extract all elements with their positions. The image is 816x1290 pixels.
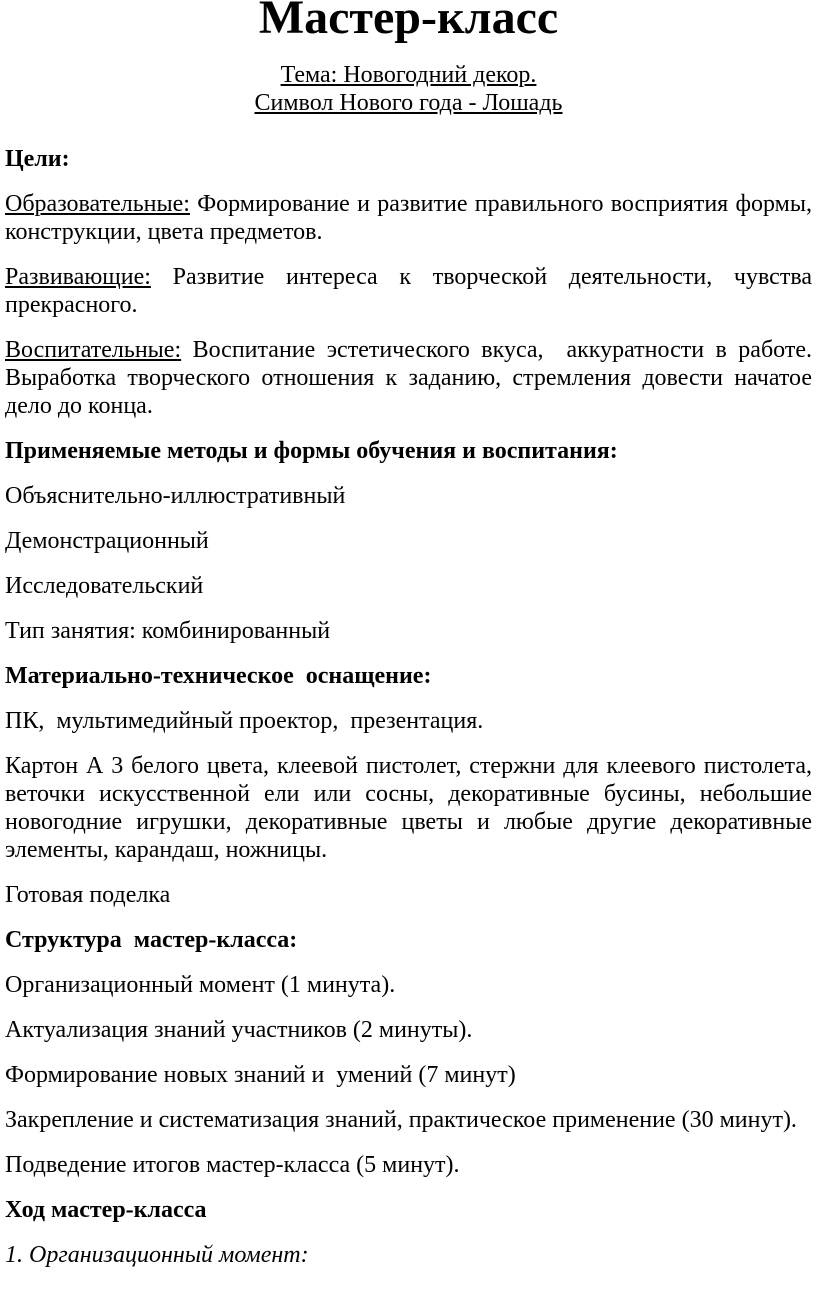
equipment-heading: Материально-техническое оснащение: — [5, 663, 432, 689]
step-1-heading: 1. Организационный момент: — [5, 1242, 309, 1268]
structure-heading: Структура мастер-класса: — [5, 927, 298, 953]
subtitle-line-1: Тема: Новогодний декор. — [280, 62, 537, 88]
goal-paragraph-upbringing — [5, 336, 812, 420]
structure-item-3: Формирование новых знаний и умений (7 минут) — [5, 1062, 516, 1088]
goals-heading: Цели: — [5, 146, 70, 172]
goal-paragraph-developing — [5, 263, 812, 319]
document-subtitle — [5, 61, 812, 117]
methods-heading: Применяемые методы и формы обучения и воспитания: — [5, 438, 618, 464]
structure-item-4: Закрепление и систематизация знаний, практическое применение (30 минут). — [5, 1107, 797, 1133]
document-title: Мастер-класс — [258, 0, 559, 44]
structure-item-5: Подведение итогов мастер-класса (5 минут). — [5, 1152, 460, 1178]
goal-educational-text: Формирование и развитие правильного восприятия формы, конструкции, цвета предметов. — [5, 191, 812, 245]
goal-upbringing-label: Воспитательные: — [5, 337, 182, 363]
goal-educational-label: Образовательные: — [5, 191, 190, 217]
goal-developing-text: Развитие интереса к творческой деятельности, чувства прекрасного. — [5, 264, 812, 318]
goal-paragraph-educational — [5, 190, 812, 246]
subtitle-line-2: Символ Нового года - Лошадь — [254, 90, 563, 116]
course-heading: Ход мастер-класса — [5, 1197, 207, 1223]
goal-upbringing-text: Воспитание эстетического вкуса, аккуратности в работе. Выработка творческого отношения к заданию, стремления довести начатое дело до конца. — [5, 337, 812, 419]
finished-craft: Готовая поделка — [5, 882, 171, 908]
method-item-3: Исследовательский — [5, 573, 204, 599]
method-item-2: Демонстрационный — [5, 528, 209, 554]
equipment-items: ПК, мультимедийный проектор, презентация. — [5, 708, 484, 734]
structure-item-2: Актуализация знаний участников (2 минуты). — [5, 1017, 473, 1043]
materials-paragraph: Картон А 3 белого цвета, клеевой пистолет, стержни для клеевого пистолета, веточки искусственной ели или сосны, декоративные бусины, небольшие новогодние игрушки, декоративные цветы и любые другие декоративные элементы, карандаш, ножницы. — [5, 753, 812, 863]
structure-item-1: Организационный момент (1 минута). — [5, 972, 396, 998]
lesson-type: Тип занятия: комбинированный — [5, 618, 331, 644]
goal-developing-label: Развивающие: — [5, 264, 151, 290]
method-item-1: Объяснительно-иллюстративный — [5, 483, 346, 509]
